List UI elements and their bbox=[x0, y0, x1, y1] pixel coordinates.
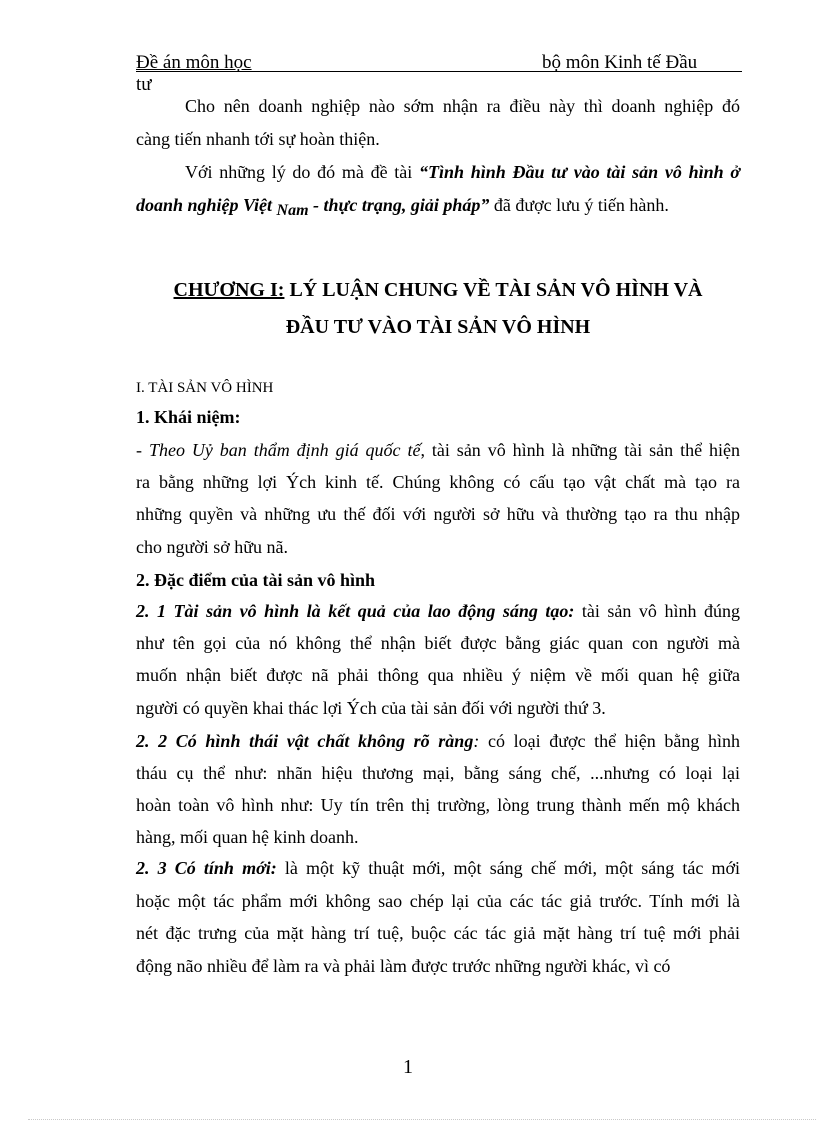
header-course-title: Đề án môn học bbox=[136, 52, 252, 73]
definition-dash: - bbox=[136, 440, 149, 460]
definition-line1 bbox=[136, 440, 740, 461]
feature3-title: 2. 3 Có tính mới: bbox=[136, 858, 277, 878]
chapter-heading-line1 bbox=[136, 279, 740, 302]
feature1-line4: người có quyền khai thác lợi Ých của tài sản đối với người thứ 3. bbox=[136, 698, 606, 718]
subsection-characteristics-heading: 2. Đặc điểm của tài sản vô hình bbox=[136, 570, 376, 590]
feature2-text1: có loại được thể hiện bằng hình bbox=[479, 731, 740, 751]
feature1-line3: muốn nhận biết được nã phải thông qua nhiều ý niệm về mối quan hệ giữa bbox=[136, 665, 740, 685]
feature2-title: 2. 2 Có hình thái vật chất không rõ ràng bbox=[136, 731, 474, 751]
intro-p2-pre: Với những lý do đó mà đề tài bbox=[185, 162, 419, 182]
chapter-heading-line2: ĐẦU TƯ VÀO TÀI SẢN VÔ HÌNH bbox=[285, 316, 591, 338]
feature3-line3: nét đặc trưng của mặt hàng trí tuệ, buộc các tác giả mặt hàng trí tuệ mới phải bbox=[136, 923, 740, 943]
feature2-line3: hoàn toàn vô hình như: Uy tín trên thị trường, lòng trung thành mến mộ khách bbox=[136, 795, 740, 815]
intro-p2-title-part1: “Tình hình Đầu tư vào tài sản vô hình ở bbox=[419, 162, 740, 182]
intro-p2-title-part2a: doanh nghiệp Việt bbox=[136, 195, 277, 215]
intro-p2-line1 bbox=[185, 162, 740, 183]
section-heading: I. TÀI SẢN VÔ HÌNH bbox=[136, 380, 274, 396]
definition-text1: , tài sản vô hình là những tài sản thể hiện bbox=[420, 440, 740, 460]
running-header bbox=[136, 52, 742, 74]
intro-p1-line2: càng tiến nhanh tới sự hoàn thiện. bbox=[136, 129, 380, 149]
definition-line2: ra bằng những lợi Ých kinh tế. Chúng không có cấu tạo vật chất mà tạo ra bbox=[136, 472, 740, 492]
subsection-concept-heading: 1. Khái niệm: bbox=[136, 407, 241, 427]
chapter-label: CHƯƠNG I: bbox=[173, 279, 285, 301]
feature1-title: 2. 1 Tài sản vô hình là kết quả của lao động sáng tạo: bbox=[136, 601, 575, 621]
intro-p2-line2 bbox=[136, 195, 740, 219]
feature2-colon: : bbox=[473, 731, 480, 751]
feature2-line2: tháu cụ thể như: nhãn hiệu thương mại, bằng sáng chế, ...nhưng có loại lại bbox=[136, 763, 740, 783]
intro-p2-title-part2b: Nam bbox=[276, 202, 309, 219]
feature1-text1: tài sản vô hình đúng bbox=[574, 601, 740, 621]
feature3-line4: động não nhiều để làm ra và phải làm được trước những người khác, vì có bbox=[136, 956, 671, 976]
feature1-line1 bbox=[136, 601, 740, 622]
definition-source: Theo Uỷ ban thẩm định giá quốc tế bbox=[148, 440, 421, 460]
header-department-wrap: tư bbox=[136, 74, 152, 95]
chapter-title-part1: LÝ LUẬN CHUNG VỀ TÀI SẢN VÔ HÌNH VÀ bbox=[284, 279, 703, 301]
definition-line3: những quyền và những ưu thế đối với người sở hữu và thường tạo ra thu nhập bbox=[136, 504, 740, 524]
feature3-line2: hoặc một tác phẩm mới không sao chép lại của các tác giả trước. Tính mới là bbox=[136, 891, 740, 911]
feature2-line4: hàng, mối quan hệ kinh doanh. bbox=[136, 827, 359, 847]
feature1-line2: như tên gọi của nó không thể nhận biết được bằng giác quan con người mà bbox=[136, 633, 740, 653]
intro-p1-line1: Cho nên doanh nghiệp nào sớm nhận ra điều này thì doanh nghiệp đó bbox=[185, 96, 740, 116]
page-number: 1 bbox=[403, 1056, 413, 1078]
feature2-line1 bbox=[136, 731, 740, 752]
header-department: bộ môn Kinh tế Đầu bbox=[542, 52, 698, 73]
intro-p2-title-part2c: - thực trạng, giải pháp” bbox=[308, 195, 490, 215]
feature3-line1 bbox=[136, 858, 740, 879]
page-bottom-divider bbox=[28, 1119, 816, 1120]
intro-p2-post: đã được lưu ý tiến hành. bbox=[489, 195, 669, 215]
feature3-text1: là một kỹ thuật mới, một sáng chế mới, một sáng tác mới bbox=[276, 858, 740, 878]
definition-line4: cho người sở hữu nã. bbox=[136, 537, 289, 557]
